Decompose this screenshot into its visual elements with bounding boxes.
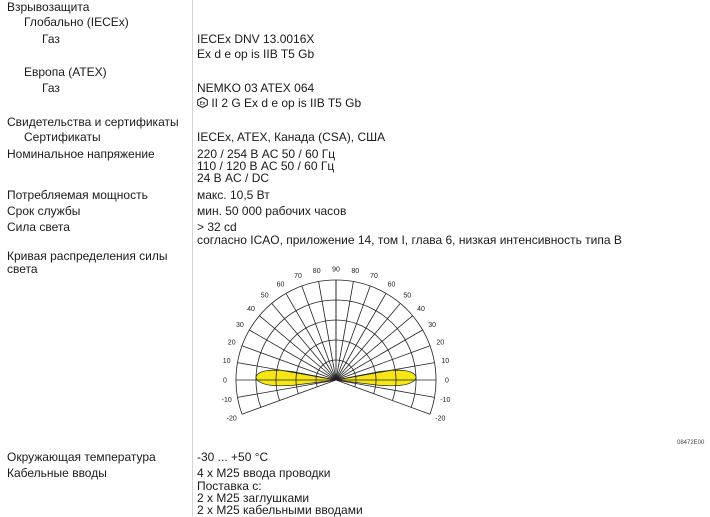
value-iecex-cert: IECEx DNV 13.0016X xyxy=(197,32,315,46)
label-distribution-curve-2: света xyxy=(7,262,38,276)
value-service-life: мин. 50 000 рабочих часов xyxy=(197,204,347,218)
angle-label-right: -20 xyxy=(435,415,446,423)
angle-label-right: 20 xyxy=(436,339,445,347)
polar-ring-left xyxy=(256,300,336,407)
value-iecex-marking: Ex d e op is IIB T5 Gb xyxy=(197,47,315,61)
angle-label-right: 80 xyxy=(351,268,360,276)
polar-ring-right xyxy=(336,300,416,407)
angle-label-right: 40 xyxy=(417,306,425,314)
label-rated-voltage: Номинальное напряжение xyxy=(7,147,155,161)
angle-label-left: 60 xyxy=(276,281,285,289)
value-cable-3: 2 x M25 заглушками xyxy=(197,491,310,505)
angle-label-right: 70 xyxy=(370,273,378,281)
label-certificates: Сертификаты xyxy=(24,130,101,144)
value-voltage-2: 110 / 120 В AC 50 / 60 Гц xyxy=(197,159,335,173)
angle-label-left: 40 xyxy=(247,306,255,314)
label-explosion-protection: Взрывозащита xyxy=(7,0,90,14)
atex-marking-text: II 2 G Ex d e op is IIB T5 Gb xyxy=(211,96,362,110)
label-distribution-curve-1: Кривая распределения силы xyxy=(7,249,168,263)
angle-label-left: 20 xyxy=(227,339,236,347)
angle-label-left: -10 xyxy=(221,396,232,404)
value-voltage-3: 24 В AC / DC xyxy=(197,171,270,185)
angle-label-left: 10 xyxy=(222,358,231,366)
label-global-iecex: Глобально (IECEx) xyxy=(24,15,129,29)
polar-ring-right xyxy=(336,320,396,401)
value-cable-2: Поставка с: xyxy=(197,479,262,493)
angle-label-left: 80 xyxy=(312,268,321,276)
angle-label-left: 0 xyxy=(223,377,227,385)
angle-label-right: 50 xyxy=(403,292,412,300)
angle-label-left: 50 xyxy=(260,292,269,300)
value-voltage-1: 220 / 254 В AC 50 / 60 Гц xyxy=(197,147,336,161)
label-service-life: Срок службы xyxy=(7,204,81,218)
label-certificates-section: Свидетельства и сертификаты xyxy=(7,115,179,129)
ex-icon-text: Ex xyxy=(199,100,206,106)
angle-label-right: 90 xyxy=(332,266,340,274)
angle-label-right: 30 xyxy=(428,322,436,329)
label-power-consumption: Потребляемая мощность xyxy=(7,188,148,202)
angle-label-left: -20 xyxy=(226,415,237,423)
value-atex-cert: NEMKO 03 ATEX 064 xyxy=(197,81,315,95)
angle-label-right: 60 xyxy=(387,281,396,289)
label-cable-entries: Кабельные вводы xyxy=(7,466,107,480)
angle-label-left: 70 xyxy=(294,273,302,281)
value-cable-1: 4 x M25 ввода проводки xyxy=(197,466,331,480)
label-ambient-temperature: Окружающая температура xyxy=(7,450,156,464)
angle-label-right: 10 xyxy=(441,358,450,366)
label-gas-atex: Газ xyxy=(42,81,60,95)
label-gas-iecex: Газ xyxy=(42,32,60,46)
value-cable-4: 2 x M25 кабельными вводами xyxy=(197,503,363,517)
label-europe-atex: Европа (ATEX) xyxy=(24,65,107,79)
value-power: макс. 10,5 Вт xyxy=(197,188,270,202)
value-intensity-2: согласно ICAO, приложение 14, том I, глава 6, низкая интенсивность типа B xyxy=(197,233,622,247)
angle-label-right: -10 xyxy=(440,396,451,404)
angle-label-right: 0 xyxy=(445,377,449,385)
value-intensity-1: > 32 cd xyxy=(197,220,237,234)
value-temperature: -30 ... +50 °C xyxy=(197,450,269,464)
angle-label-left: 30 xyxy=(236,322,244,329)
value-certificates: IECEx, ATEX, Канада (CSA), США xyxy=(197,130,386,144)
polar-ring-left xyxy=(276,320,336,401)
diagram-reference-code: 08472E00 xyxy=(677,440,705,446)
label-luminous-intensity: Сила света xyxy=(7,220,70,234)
